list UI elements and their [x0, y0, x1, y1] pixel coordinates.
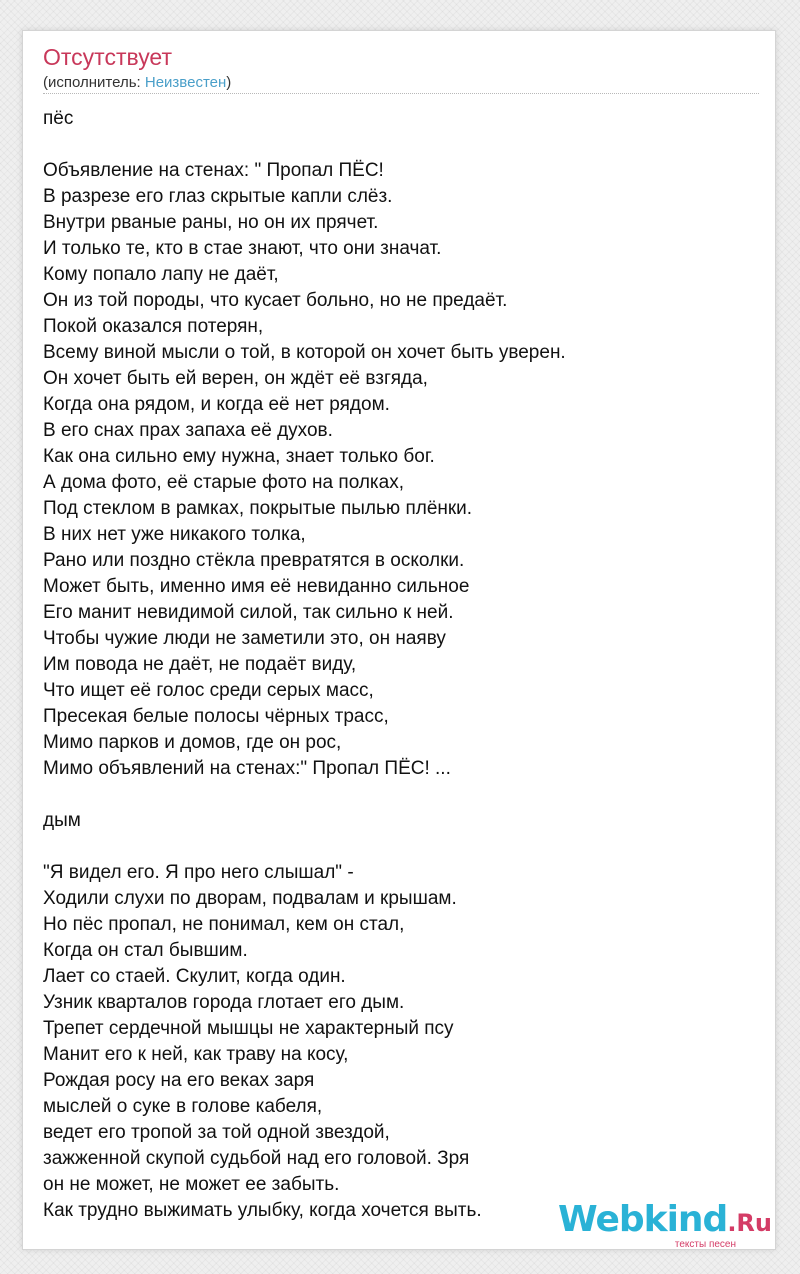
logo-name: Webkind: [558, 1199, 728, 1240]
lyric-line: Как трудно выжимать улыбку, когда хочется выть.: [43, 1200, 482, 1221]
lyric-line: Узник кварталов города глотает его дым.: [43, 992, 405, 1013]
site-logo[interactable]: [558, 1201, 772, 1250]
lyric-line: Его манит невидимой силой, так сильно к ней.: [43, 602, 454, 623]
lyric-line: Пресекая белые полосы чёрных трасс,: [43, 706, 389, 727]
lyric-line: [43, 834, 763, 860]
lyric-line: зажженной скупой судьбой над его головой. Зря: [43, 1148, 470, 1169]
lyric-line: "Я видел его. Я про него слышал" -: [43, 862, 354, 883]
logo-tagline: тексты песен: [674, 1239, 736, 1250]
lyric-line: [43, 782, 763, 808]
artist-line: [43, 73, 231, 93]
lyric-line: ведет его тропой за той одной звездой,: [43, 1122, 390, 1143]
lyric-line: Рождая росу на его веках заря: [43, 1070, 315, 1091]
lyric-line: Манит его к ней, как траву на косу,: [43, 1044, 349, 1065]
lyric-line: Что ищет её голос среди серых масс,: [43, 680, 374, 701]
lyric-line: Объявление на стенах: " Пропал ПЁС!: [43, 160, 384, 181]
artist-link[interactable]: Неизвестен: [144, 74, 227, 91]
lyric-line: Но пёс пропал, не понимал, кем он стал,: [43, 914, 405, 935]
lyric-line: Лает со стаей. Скулит, когда один.: [43, 966, 346, 987]
lyric-line: [43, 132, 763, 158]
lyric-line: Им повода не даёт, не подаёт виду,: [43, 654, 357, 675]
lyric-line: Всему виной мысли о той, в которой он хочет быть уверен.: [43, 342, 566, 363]
lyric-line: Ходили слухи по дворам, подвалам и крышам.: [43, 888, 457, 909]
lyric-line: Кому попало лапу не даёт,: [43, 264, 279, 285]
lyrics-card: [22, 30, 776, 1250]
logo-wordmark: [558, 1201, 772, 1242]
song-title: Отсутствует: [43, 44, 172, 70]
lyric-line: Как она сильно ему нужна, знает только бог.: [43, 446, 435, 467]
lyric-line: Когда он стал бывшим.: [43, 940, 248, 961]
logo-tld: .Ru: [727, 1209, 772, 1237]
lyric-line: В разрезе его глаз скрытые капли слёз.: [43, 186, 393, 207]
lyric-line: Мимо объявлений на стенах:" Пропал ПЁС! ...: [43, 758, 451, 779]
lyric-line: Рано или поздно стёкла превратятся в осколки.: [43, 550, 465, 571]
lyric-line: Чтобы чужие люди не заметили это, он наяву: [43, 628, 446, 649]
lyric-line: В его снах прах запаха её духов.: [43, 420, 333, 441]
title-divider: [43, 93, 759, 94]
lyric-line: И только те, кто в стае знают, что они значат.: [43, 238, 442, 259]
lyrics-text: [43, 106, 763, 1224]
artist-prefix: (исполнитель:: [43, 74, 145, 91]
lyric-line: он не может, не может ее забыть.: [43, 1174, 340, 1195]
lyric-line: Он хочет быть ей верен, он ждёт её взгяда,: [43, 368, 428, 389]
lyric-line: Внутри рваные раны, но он их прячет.: [43, 212, 379, 233]
lyric-line: В них нет уже никакого толка,: [43, 524, 306, 545]
lyric-line: дым: [43, 810, 81, 831]
lyric-line: Когда она рядом, и когда её нет рядом.: [43, 394, 390, 415]
lyric-line: Может быть, именно имя её невиданно сильное: [43, 576, 470, 597]
lyric-line: Под стеклом в рамках, покрытые пылью плёнки.: [43, 498, 473, 519]
lyric-line: мыслей о суке в голове кабеля,: [43, 1096, 323, 1117]
lyric-line: Трепет сердечной мышцы не характерный псу: [43, 1018, 454, 1039]
lyric-line: пёс: [43, 108, 74, 129]
lyric-line: Покой оказался потерян,: [43, 316, 264, 337]
lyric-line: Он из той породы, что кусает больно, но не предаёт.: [43, 290, 508, 311]
artist-suffix: ): [226, 74, 232, 91]
lyric-line: А дома фото, её старые фото на полках,: [43, 472, 404, 493]
lyric-line: Мимо парков и домов, где он рос,: [43, 732, 342, 753]
